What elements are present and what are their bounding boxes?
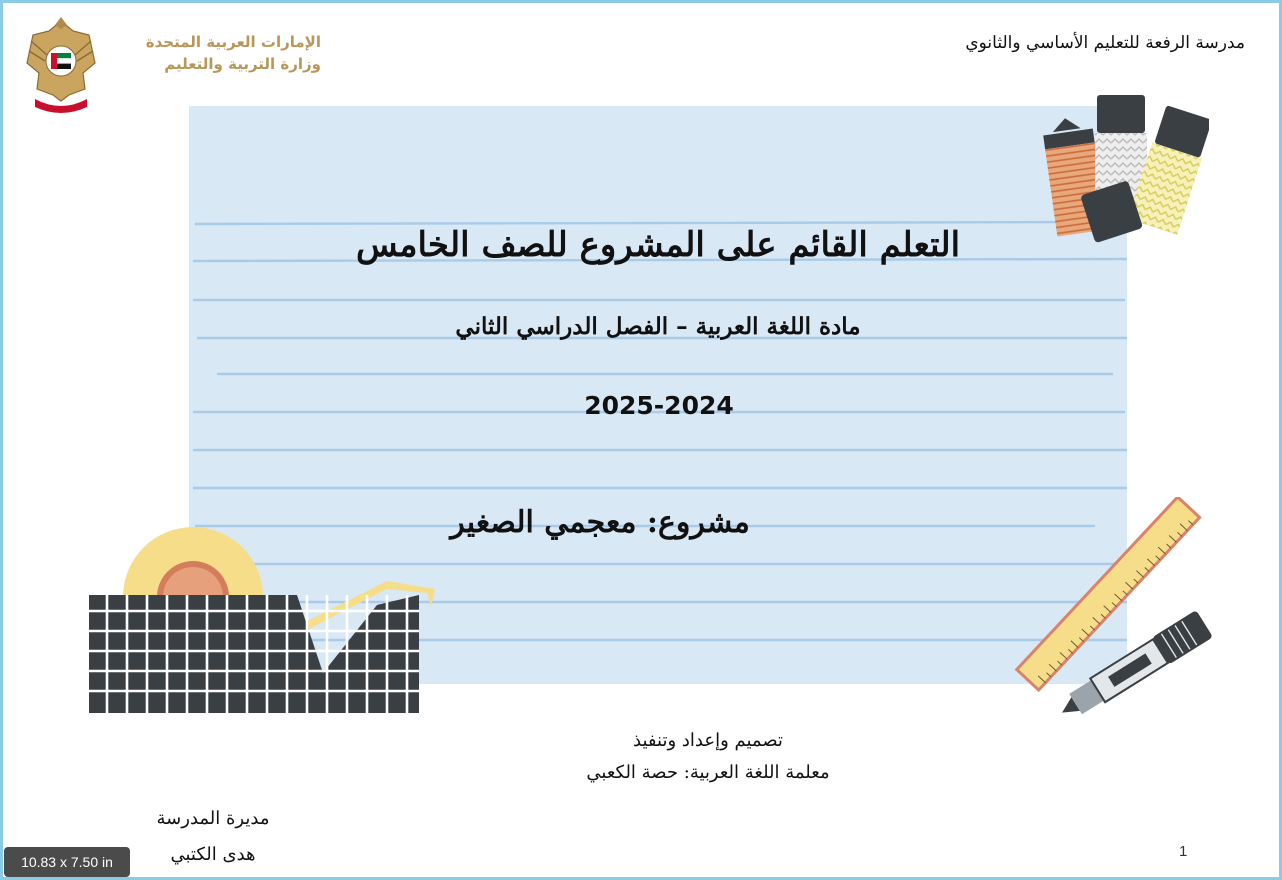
school-name: مدرسة الرفعة للتعليم الأساسي والثانوي bbox=[965, 33, 1245, 53]
project-title: التعلم القائم على المشروع للصف الخامس bbox=[355, 225, 961, 265]
project-name: مشروع: معجمي الصغير bbox=[450, 505, 750, 540]
academic-year: 2025-2024 bbox=[584, 391, 734, 420]
page-number: 1 bbox=[1179, 843, 1188, 860]
credits-design-line: تصميم وإعداد وتنفيذ bbox=[633, 730, 783, 751]
page-size-indicator[interactable]: 10.83 x 7.50 in bbox=[4, 847, 130, 877]
principal-title: مديرة المدرسة bbox=[156, 808, 270, 829]
credits-teacher-line: معلمة اللغة العربية: حصة الكعبي bbox=[586, 762, 830, 783]
highlighters-icon bbox=[1039, 89, 1209, 249]
ministry-line-ministry: وزارة التربية والتعليم bbox=[164, 55, 321, 73]
tape-dispenser-icon bbox=[87, 523, 443, 718]
ministry-name bbox=[111, 31, 321, 75]
credits-block bbox=[543, 725, 873, 789]
ministry-line-country: الإمارات العربية المتحدة bbox=[145, 33, 321, 51]
principal-block bbox=[113, 801, 313, 873]
uae-emblem-icon bbox=[23, 15, 99, 113]
marker-pen-icon bbox=[1047, 603, 1223, 731]
subject-term: مادة اللغة العربية – الفصل الدراسي الثاني bbox=[455, 313, 861, 340]
principal-name: هدى الكتبي bbox=[170, 844, 256, 865]
